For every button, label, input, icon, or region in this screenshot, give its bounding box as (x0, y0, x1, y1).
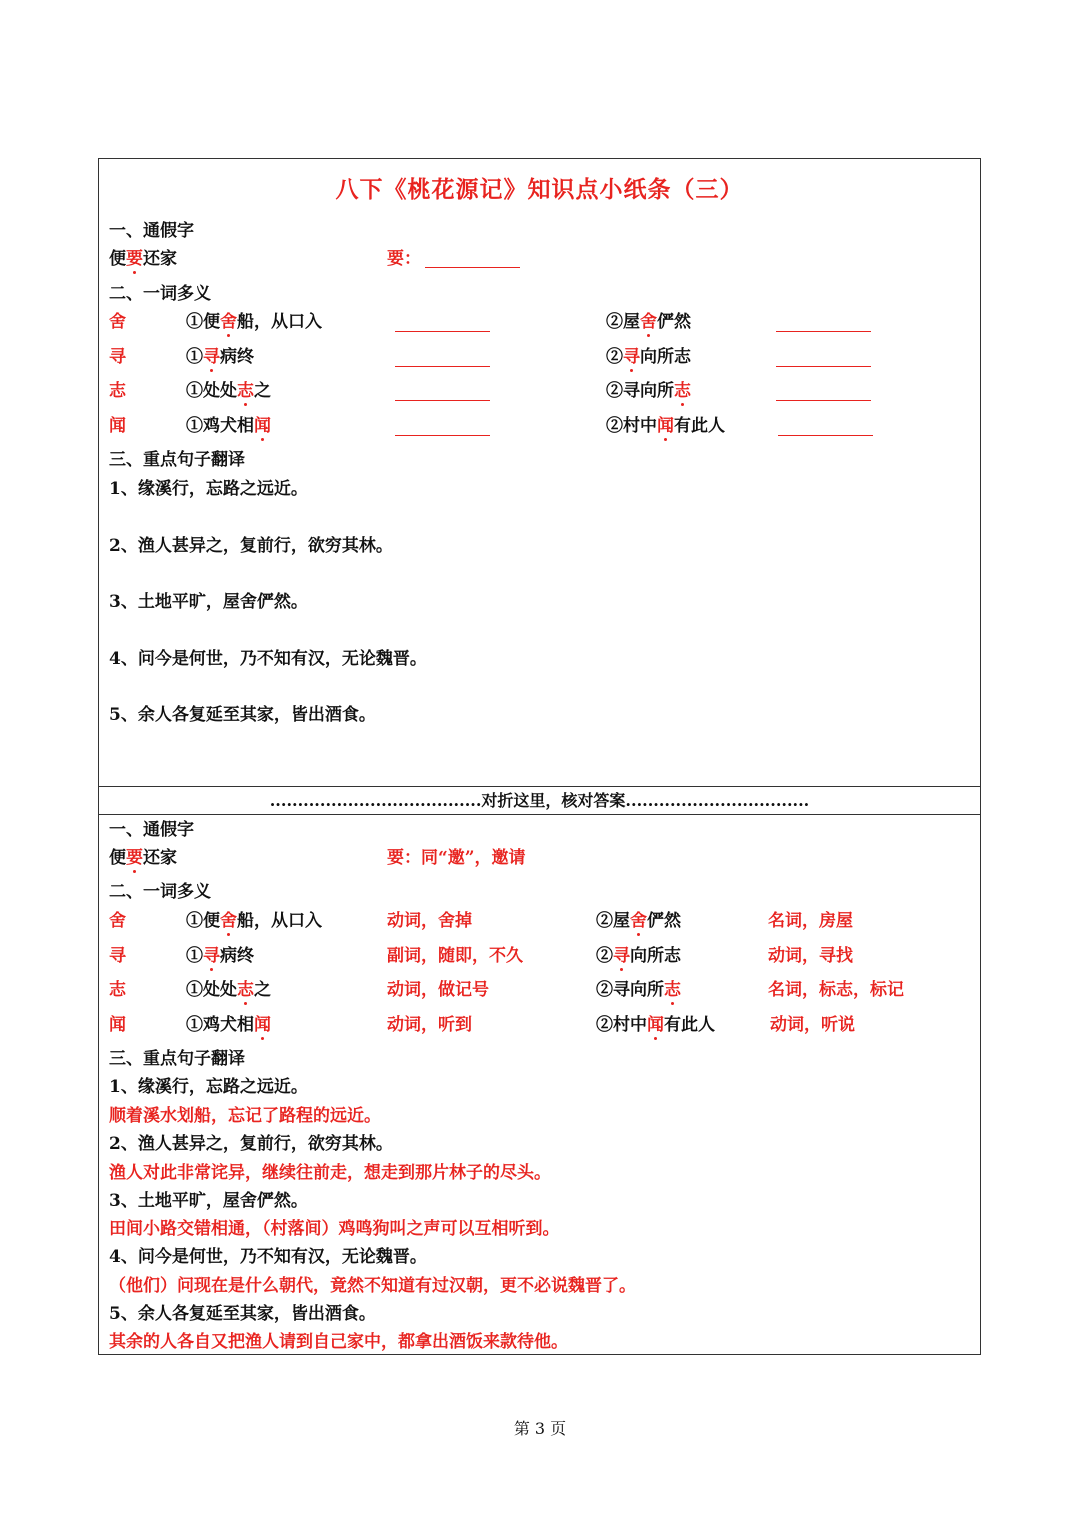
sentence: 2、渔人甚异之，复前行，欲穷其林。 (109, 1134, 393, 1154)
tongjia-label: 要： (387, 249, 421, 269)
page-title: 八下《桃花源记》知识点小纸条（三） (335, 176, 744, 203)
duoyi-example-1: ①处处志之 (186, 381, 271, 401)
duoyi-word: 寻 (109, 946, 126, 966)
duoyi-word: 志 (109, 381, 126, 401)
worksheet-frame (98, 158, 981, 1355)
section-heading-translation: 三、重点句子翻译 (109, 1049, 245, 1069)
duoyi-meaning-2: 名词，标志，标记 (768, 980, 904, 1000)
page-number: 第 3 页 (513, 1419, 567, 1438)
duoyi-word: 闻 (109, 1015, 126, 1035)
section-heading-tongjia: 一、通假字 (109, 820, 194, 840)
duoyi-meaning-2: 名词，房屋 (768, 911, 853, 931)
tongjia-answer: 要：同“邀”，邀请 (387, 848, 526, 868)
duoyi-example-1: ①寻病终 (186, 946, 254, 966)
answer-blank[interactable] (778, 435, 873, 436)
translation: 其余的人各自又把渔人请到自己家中，都拿出酒饭来款待他。 (109, 1332, 568, 1352)
answer-blank[interactable] (425, 267, 520, 268)
tongjia-phrase: 便要还家 (109, 848, 177, 868)
sentence: 5、余人各复延至其家，皆出酒食。 (109, 1304, 376, 1324)
duoyi-example-1: ①鸡犬相闻 (186, 1015, 271, 1035)
answer-blank[interactable] (395, 366, 490, 367)
divider (99, 786, 980, 787)
duoyi-meaning-1: 动词，听到 (387, 1015, 472, 1035)
duoyi-meaning-1: 动词，做记号 (387, 980, 489, 1000)
section-heading-tongjia: 一、通假字 (109, 221, 194, 241)
sentence: 4、问今是何世，乃不知有汉，无论魏晋。 (109, 649, 427, 669)
answer-blank[interactable] (776, 366, 871, 367)
sentence: 1、缘溪行，忘路之远近。 (109, 479, 308, 499)
duoyi-example-2: ②屋舍俨然 (606, 312, 691, 332)
emphasis-char: 要 (126, 249, 143, 269)
duoyi-example-2: ②寻向所志 (596, 980, 681, 1000)
section-heading-translation: 三、重点句子翻译 (109, 450, 245, 470)
answer-blank[interactable] (776, 331, 871, 332)
duoyi-example-2: ②寻向所志 (606, 347, 691, 367)
duoyi-meaning-2: 动词，寻找 (768, 946, 853, 966)
answer-blank[interactable] (395, 435, 490, 436)
answer-blank[interactable] (776, 400, 871, 401)
translation: （他们）问现在是什么朝代，竟然不知道有过汉朝，更不必说魏晋了。 (109, 1276, 636, 1296)
duoyi-word: 舍 (109, 312, 126, 332)
duoyi-example-1: ①寻病终 (186, 347, 254, 367)
duoyi-word: 寻 (109, 347, 126, 367)
duoyi-example-1: ①便舍船，从口入 (186, 312, 322, 332)
duoyi-example-2: ②寻向所志 (606, 381, 691, 401)
fold-line: ......................................对折这里，核对答案................................. (269, 791, 810, 810)
duoyi-example-1: ①鸡犬相闻 (186, 416, 271, 436)
sentence: 3、土地平旷，屋舍俨然。 (109, 592, 308, 612)
sentence: 1、缘溪行，忘路之远近。 (109, 1077, 308, 1097)
translation: 田间小路交错相通，（村落间）鸡鸣狗叫之声可以互相听到。 (109, 1219, 560, 1239)
duoyi-word: 舍 (109, 911, 126, 931)
answer-blank[interactable] (395, 331, 490, 332)
duoyi-example-1: ①处处志之 (186, 980, 271, 1000)
duoyi-example-2: ②村中闻有此人 (596, 1015, 715, 1035)
duoyi-word: 志 (109, 980, 126, 1000)
duoyi-example-1: ①便舍船，从口入 (186, 911, 322, 931)
sentence: 4、问今是何世，乃不知有汉，无论魏晋。 (109, 1247, 427, 1267)
sentence: 3、土地平旷，屋舍俨然。 (109, 1191, 308, 1211)
section-heading-duoyi: 二、一词多义 (109, 882, 211, 902)
duoyi-example-2: ②屋舍俨然 (596, 911, 681, 931)
duoyi-word: 闻 (109, 416, 126, 436)
translation: 顺着溪水划船，忘记了路程的远近。 (109, 1106, 381, 1126)
duoyi-example-2: ②寻向所志 (596, 946, 681, 966)
sentence: 2、渔人甚异之，复前行，欲穷其林。 (109, 536, 393, 556)
section-heading-duoyi: 二、一词多义 (109, 284, 211, 304)
duoyi-meaning-2: 动词，听说 (770, 1015, 855, 1035)
translation: 渔人对此非常诧异，继续往前走，想走到那片林子的尽头。 (109, 1163, 551, 1183)
duoyi-meaning-1: 副词，随即，不久 (387, 946, 523, 966)
divider (99, 814, 980, 815)
duoyi-meaning-1: 动词，舍掉 (387, 911, 472, 931)
duoyi-example-2: ②村中闻有此人 (606, 416, 725, 436)
sentence: 5、余人各复延至其家，皆出酒食。 (109, 705, 376, 725)
tongjia-phrase: 便要还家 (109, 249, 177, 269)
answer-blank[interactable] (395, 400, 490, 401)
